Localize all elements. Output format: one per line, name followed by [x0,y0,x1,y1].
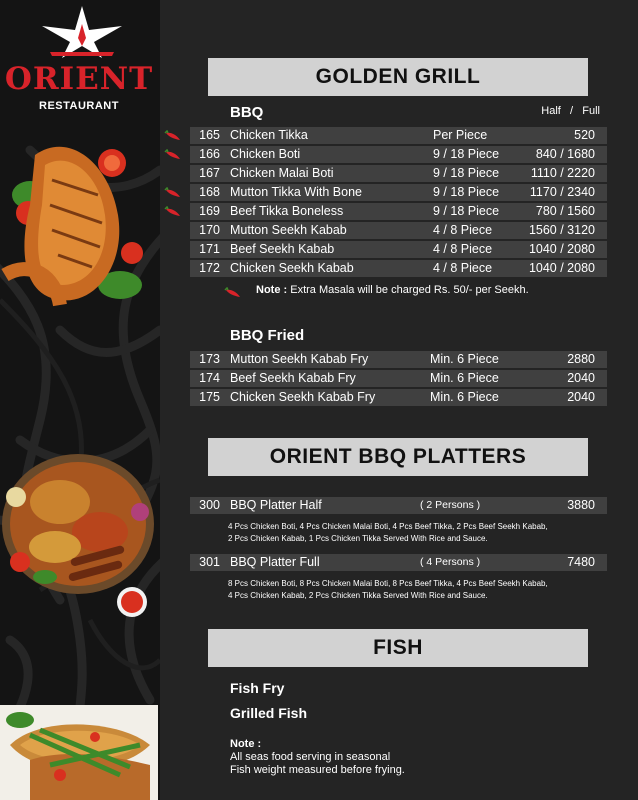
item-name: Beef Tikka Boneless [230,204,344,218]
fish-item: Grilled Fish [230,705,308,721]
item-price: 520 [574,128,595,142]
item-price: 1110 / 2220 [530,166,595,180]
chili-icon [164,187,182,198]
col-half-label: Half [541,105,561,117]
item-number: 165 [199,128,220,142]
description-line: 2 Pcs Chicken Kabab, 1 Pcs Chicken Tikka Served With Rice and Sauce. [228,534,488,543]
item-quantity: 9 / 18 Piece [433,147,500,161]
description-line: 8 Pcs Chicken Boti, 8 Pcs Chicken Malai Boti, 8 Pcs Beef Tikka, 4 Pcs Beef Seekh Kabab, [228,579,548,588]
platter-description [228,578,608,602]
item-quantity: 9 / 18 Piece [433,204,500,218]
fish-note-title: Note : [230,738,262,750]
platter-description [228,521,608,545]
extra-masala-note [256,284,529,296]
menu-row [190,146,607,163]
item-number: 172 [199,261,220,275]
note-label: Note : [256,284,288,296]
item-name: BBQ Platter Half [230,498,322,512]
bbq-platter-image [0,452,158,622]
star-logo-icon [42,6,122,58]
item-name: Mutton Seekh Kabab [230,223,347,237]
item-name: Beef Seekh Kabab Fry [230,371,356,385]
fish-item: Fish Fry [230,680,285,696]
menu-row [190,127,607,144]
item-price: 3880 [567,498,595,512]
col-separator: / [570,105,574,117]
item-number: 300 [199,498,220,512]
description-line: 4 Pcs Chicken Boti, 4 Pcs Chicken Malai Boti, 4 Pcs Beef Tikka, 2 Pcs Beef Seekh Kabab, [228,522,548,531]
item-quantity: Min. 6 Piece [430,390,499,404]
menu-row [190,497,607,514]
left-panel [0,0,160,800]
item-persons: ( 2 Persons ) [420,499,481,511]
item-number: 166 [199,147,220,161]
chili-icon [164,206,182,217]
menu-row [190,554,607,571]
restaurant-logo [4,4,154,116]
item-number: 171 [199,242,220,256]
item-number: 170 [199,223,220,237]
item-name: Mutton Seekh Kabab Fry [230,352,369,366]
item-quantity: Min. 6 Piece [430,371,499,385]
section-banner-golden-grill: GOLDEN GRILL [208,58,588,96]
col-full-label: Full [582,105,600,117]
price-column-header [520,105,600,117]
item-number: 173 [199,352,220,366]
menu-row [190,184,607,201]
item-price: 2040 [567,390,595,404]
item-name: Chicken Tikka [230,128,308,142]
description-line: 4 Pcs Chicken Kabab, 2 Pcs Chicken Tikka Served With Rice and Sauce. [228,591,488,600]
item-price: 2880 [567,352,595,366]
menu-row [190,203,607,220]
item-price: 840 / 1680 [535,147,595,161]
chili-icon [164,130,182,141]
item-number: 167 [199,166,220,180]
menu-row [190,260,607,277]
tree-pattern-art [0,0,160,800]
item-price: 1040 / 2080 [528,242,595,256]
chili-icon [224,287,242,298]
brand-name: ORIENT [4,61,154,97]
item-price: 780 / 1560 [535,204,595,218]
item-name: Chicken Seekh Kabab [230,261,354,275]
note-text: Extra Masala will be charged Rs. 50/- per Seekh. [287,284,529,296]
item-name: Chicken Boti [230,147,301,161]
item-persons: ( 4 Persons ) [420,556,481,568]
item-price: 1170 / 2340 [529,185,595,199]
item-quantity: 9 / 18 Piece [433,185,500,199]
subheading-bbq: BBQ [230,104,264,121]
item-price: 7480 [567,555,595,569]
section-banner-fish: FISH [208,629,588,667]
section-banner-platters: ORIENT BBQ PLATTERS [208,438,588,476]
item-name: Chicken Malai Boti [230,166,334,180]
fish-note-line: Fish weight measured before frying. [230,764,405,776]
item-name: Mutton Tikka With Bone [230,185,363,199]
menu-row [190,241,607,258]
chili-icon [164,149,182,160]
item-quantity: Per Piece [433,128,488,142]
fish-note-line: All seas food serving in seasonal [230,751,391,763]
item-quantity: Min. 6 Piece [430,352,499,366]
item-price: 2040 [567,371,595,385]
grilled-fish-image [0,705,158,800]
item-number: 301 [199,555,220,569]
item-number: 168 [199,185,220,199]
item-price: 1560 / 3120 [528,223,595,237]
item-quantity: 4 / 8 Piece [433,261,493,275]
item-quantity: 9 / 18 Piece [433,166,500,180]
item-number: 169 [199,204,220,218]
item-name: BBQ Platter Full [230,555,320,569]
subheading-bbq-fried: BBQ Fried [230,327,305,344]
item-number: 174 [199,371,220,385]
item-quantity: 4 / 8 Piece [433,242,493,256]
brand-subtitle: RESTAURANT [39,100,119,112]
item-name: Chicken Seekh Kabab Fry [230,390,376,404]
item-quantity: 4 / 8 Piece [433,223,493,237]
menu-row [190,222,607,239]
item-number: 175 [199,390,220,404]
item-name: Beef Seekh Kabab [230,242,335,256]
menu-row [190,370,607,387]
item-price: 1040 / 2080 [528,261,595,275]
grilled-chicken-image [0,135,158,310]
menu-row [190,351,607,368]
menu-row [190,389,607,406]
menu-row [190,165,607,182]
